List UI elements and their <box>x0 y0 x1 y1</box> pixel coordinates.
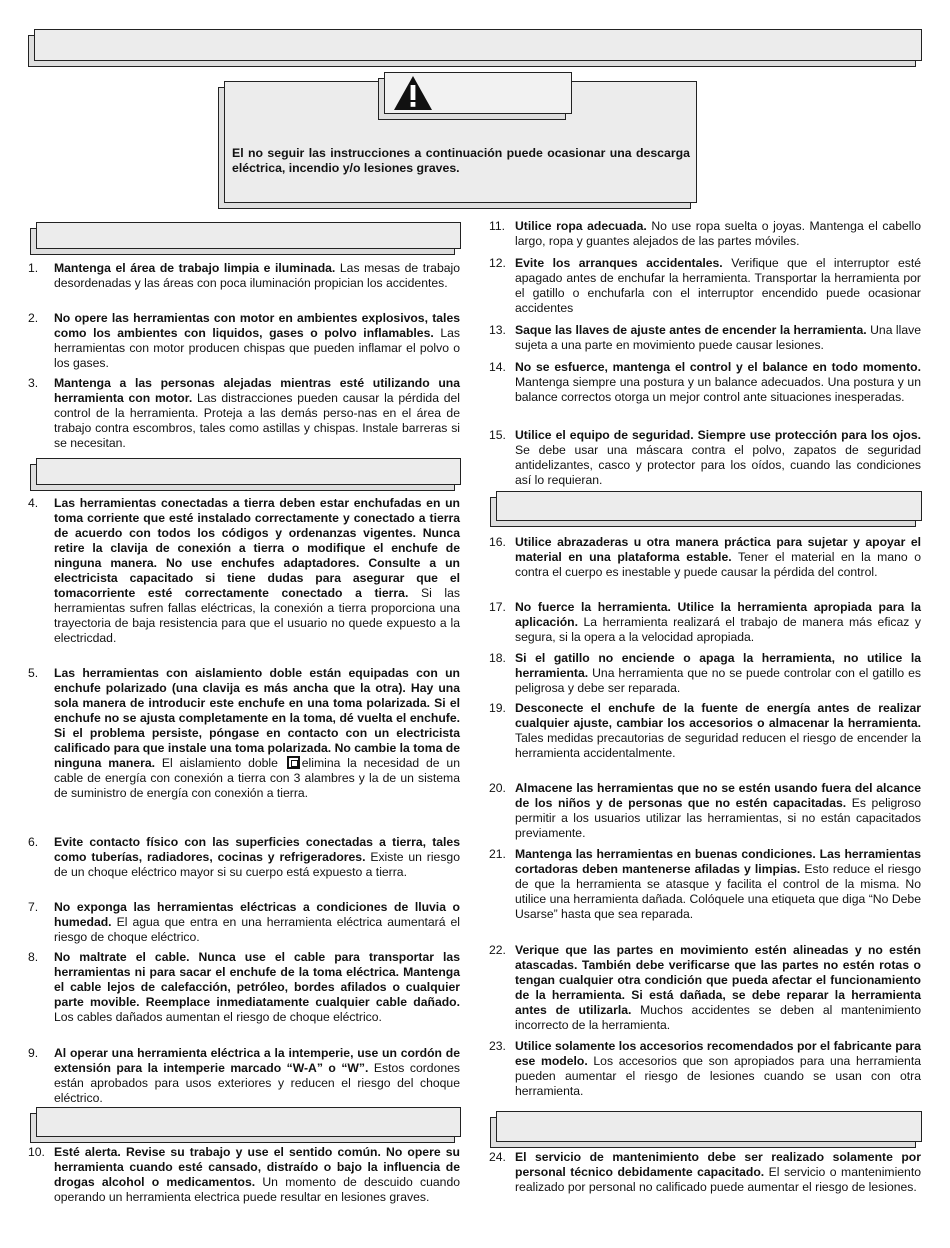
item-text: Tales medidas precautorias de seguridad reducen el riesgo de encender la herramienta accidentalmente. <box>515 731 921 760</box>
item-number: 23. <box>489 1039 506 1053</box>
warning-text: El no seguir las instrucciones a continuación puede ocasionar una descarga eléctrica, incendio y/o lesiones graves. <box>232 146 690 175</box>
section-header-tool-use <box>490 491 922 527</box>
item-number: 8. <box>28 950 39 964</box>
list-item <box>489 428 921 488</box>
item-bold-text: Utilice solamente los accesorios recomendados por el fabricante para ese modelo. <box>515 1039 921 1068</box>
list-item <box>489 219 921 249</box>
item-number: 17. <box>489 600 506 614</box>
list-item <box>28 261 460 291</box>
item-bold-text: Saque las llaves de ajuste antes de encender la herramienta. <box>515 323 867 337</box>
item-text: Estos cordones están aprobados para usos exteriores y reducen el riesgo del choque eléctrico. <box>54 1061 460 1105</box>
item-number: 12. <box>489 256 506 270</box>
item-text: El agua que entra en una herramienta eléctrica aumentará el riesgo de choque eléctrico. <box>54 915 460 944</box>
item-text: Los accesorios que son apropiados para una herramienta pueden aumentar el riesgo de lesiones cuando se usan con otra herramienta. <box>515 1054 921 1098</box>
item-text: Las mesas de trabajo desordenadas y las áreas con poca iluminación propician los accidentes. <box>54 261 460 290</box>
item-text: Se debe usar una máscara contra el polvo, zapatos de seguridad antidelizantes, casco y protector para los oídos, cuando las condiciones así lo requieran. <box>515 443 921 487</box>
item-number: 15. <box>489 428 506 442</box>
list-item <box>28 950 460 1025</box>
item-text: elimina la necesidad de un cable de energía con conexión a tierra con 3 alambres y la de un sistema de suministro de energía con conexión a tierra. <box>54 756 460 800</box>
list-item <box>28 311 460 371</box>
item-bold-text: No fuerce la herramienta. Utilice la herramienta apropiada para la aplicación. <box>515 600 921 629</box>
item-bold-text: No maltrate el cable. Nunca use el cable para transportar las herramientas ni para sacar el enchufe de la toma eléctrica. Mantenga el cable lejos de calefacción, petróleo, bordes afilados o cualquier parte movible. Reemplace inmediatamente cualquier cable dañado. <box>54 950 460 1009</box>
item-bold-text: Las herramientas con aislamiento doble están equipadas con un enchufe polarizado (una clavija es más ancha que la otra). Hay una sola manera de introducir este enchufe en una toma polarizada. Si el enchufe no se ajusta completamente en la toma, dé vuelta el enchufe. Si el problema persiste, póngase en contacto con un electricista calificado para que instale una toma polarizada. No cambie la toma de ninguna manera. <box>54 666 460 770</box>
item-text: No use ropa suelta o joyas. Mantenga el cabello largo, ropa y guantes alejados de las partes móviles. <box>515 219 921 248</box>
item-bold-text: Al operar una herramienta eléctrica a la intemperie, use un cordón de extensión para la intemperie marcado “W-A” o “W”. <box>54 1046 460 1075</box>
item-bold-text: No se esfuerce, mantenga el control y el balance en todo momento. <box>515 360 921 374</box>
item-bold-text: Almacene las herramientas que no se estén usando fuera del alcance de los niños y de personas que no estén capacitadas. <box>515 781 921 810</box>
item-bold-text: Si el gatillo no enciende o apaga la herramienta, no utilice la herramienta. <box>515 651 921 680</box>
item-number: 21. <box>489 847 506 861</box>
item-number: 20. <box>489 781 506 795</box>
list-item <box>489 651 921 696</box>
section-header-personal-safety <box>30 1107 461 1143</box>
item-number: 5. <box>28 666 39 680</box>
item-number: 6. <box>28 835 39 849</box>
list-item <box>28 666 460 801</box>
item-bold-text: Utilice abrazaderas u otra manera práctica para sujetar y apoyar el material en una plataforma estable. <box>515 535 921 564</box>
list-item <box>489 323 921 353</box>
list-item <box>489 360 921 405</box>
item-number: 10. <box>28 1145 45 1159</box>
list-item <box>489 847 921 922</box>
item-bold-text: Mantenga las herramientas en buenas condiciones. Las herramientas cortadoras deben mantenerse afiladas y limpias. <box>515 847 921 876</box>
item-bold-text: El servicio de mantenimiento debe ser realizado solamente por personal técnico debidamente capacitado. <box>515 1150 921 1179</box>
item-text: Un momento de descuido cuando operando un herramienta electrica puede resultar en lesiones graves. <box>54 1175 460 1204</box>
list-item <box>28 835 460 880</box>
item-text: Verifique que el interruptor esté apagado antes de enchufar la herramienta. Transportar la herramienta por el gatillo o enchufarla con el interruptor encendido puede ocasionar accidentes <box>515 256 921 315</box>
item-number: 18. <box>489 651 506 665</box>
item-bold-text: Verique que las partes en movimiento estén alineadas y no estén atascadas. También debe verificarse que las partes no estén rotas o tengan cualquier otra condición que pueda afectar el funcionamiento de la herramienta. Si está dañada, se debe reparar la herramienta antes de utilizarla. <box>515 943 921 1017</box>
section-header-electrical-safety <box>30 458 461 491</box>
item-number: 1. <box>28 261 39 275</box>
item-number: 24. <box>489 1150 506 1164</box>
item-bold-text: No opere las herramientas con motor en ambientes explosivos, tales como los ambientes con liquidos, gases o polvo inflamables. <box>54 311 460 340</box>
item-number: 3. <box>28 376 39 390</box>
item-bold-text: Mantenga a las personas alejadas mientras esté utilizando una herramienta con motor. <box>54 376 460 405</box>
item-text: Es peligroso permitir a los usuarios utilizar las herramientas, si no están capacitados previamente. <box>515 796 922 840</box>
item-text: Las herramientas con motor producen chispas que pueden inflamar el polvo o los gases. <box>54 326 460 370</box>
item-text: Las distracciones pueden causar la pérdida del control de la herramienta. Proteja a las demás perso-nas en el área de trabajo contra escombros, tales como astillas y chispas. Instale barreras si se necesitan. <box>54 391 461 450</box>
list-item <box>489 600 921 645</box>
item-bold-text: Esté alerta. Revise su trabajo y use el sentido común. No opere su herramienta cuando esté cansado, distraído o bajo la influencia de drogas alcohol o medicamentos. <box>54 1145 460 1189</box>
item-text: Tener el material en la mano o contra el cuerpo es inestable y puede causar la pérdida del control. <box>515 550 921 579</box>
title-bar <box>28 29 922 67</box>
item-number: 16. <box>489 535 506 549</box>
list-item <box>28 900 460 945</box>
item-text: El servicio o mantenimiento realizado por personal no calificado puede aumentar el riesgo de lesiones. <box>515 1165 921 1194</box>
item-text: Muchos accidentes se deben al mantenimiento incorrecto de la herramienta. <box>515 1003 921 1032</box>
item-text: Los cables dañados aumentan el riesgo de choque eléctrico. <box>54 1010 382 1024</box>
item-bold-text: Desconecte el enchufe de la fuente de energía antes de realizar cualquier ajuste, cambiar los accesorios o almacenar la herramienta. <box>515 701 921 730</box>
list-item <box>28 1145 460 1205</box>
item-text: Una herramienta que no se puede controlar con el gatillo es peligrosa y debe ser reparada. <box>515 666 921 695</box>
item-text: Una llave sujeta a una parte en movimiento puede causar lesiones. <box>515 323 922 352</box>
item-bold-text: Utilice ropa adecuada. <box>515 219 647 233</box>
item-number: 4. <box>28 496 39 510</box>
section-header-service <box>490 1111 922 1148</box>
item-bold-text: Evite los arranques accidentales. <box>515 256 723 270</box>
item-bold-text: Utilice el equipo de seguridad. Siempre use protección para los ojos. <box>515 428 921 442</box>
list-item <box>489 256 921 316</box>
item-bold-text: Evite contacto físico con las superficies conectadas a tierra, tales como tuberías, radiadores, cocinas y refrigeradores. <box>54 835 460 864</box>
item-text: Mantenga siempre una postura y un balance adecuados. Una postura y un balance correctos otorga un mejor control ante situaciones inesperadas. <box>515 375 921 404</box>
list-item <box>489 781 921 841</box>
list-item <box>489 943 921 1033</box>
item-bold-text: No exponga las herramientas eléctricas a condiciones de lluvia o humedad. <box>54 900 460 929</box>
item-number: 22. <box>489 943 506 957</box>
list-item <box>489 535 921 580</box>
item-text: La herramienta realizará el trabajo de manera más eficaz y segura, si la opera a la velocidad apropiada. <box>515 615 921 644</box>
item-number: 11. <box>489 219 506 233</box>
section-header-work-area <box>30 222 461 255</box>
item-text: Existe un riesgo de un choque eléctrico mayor si su cuerpo está expuesto a tierra. <box>54 850 460 879</box>
item-text: Esto reduce el riesgo de que la herramienta se atasque y facilita el control de la misma. No utilice una herramienta dañada. Colóquele una etiqueta que diga “No Debe Usarse” hasta que sea reparada. <box>515 862 921 921</box>
list-item <box>28 496 460 646</box>
item-text: Si las herramientas sufren fallas eléctricas, la conexión a tierra proporciona una trayectoria de baja resistencia para que el usuario no quede expuesto a la electricdad. <box>54 586 460 645</box>
list-item <box>28 376 460 451</box>
list-item <box>489 701 921 761</box>
item-number: 13. <box>489 323 506 337</box>
double-insulation-icon <box>287 756 300 769</box>
list-item <box>489 1150 921 1195</box>
item-number: 19. <box>489 701 506 715</box>
item-text: El aislamiento doble <box>155 756 278 770</box>
item-number: 9. <box>28 1046 39 1060</box>
item-bold-text: Mantenga el área de trabajo limpia e iluminada. <box>54 261 336 275</box>
list-item <box>489 1039 921 1099</box>
warning-triangle-icon <box>393 75 433 111</box>
item-bold-text: Las herramientas conectadas a tierra deben estar enchufadas en un toma corriente que esté instalado correctamente y conectado a tierra de acuerdo con todos los códigos y ordenanzas vigentes. Nunca retire la clavija de conexión a tierra o modifique el enchufe de ninguna manera. No use enchufes adaptadores. Consulte a un electricista capacitado si tiene dudas para asegurar que el tomacorriente esté correctamente conectado a tierra. <box>54 496 460 600</box>
list-item <box>28 1046 460 1106</box>
item-number: 2. <box>28 311 39 325</box>
item-number: 7. <box>28 900 39 914</box>
item-number: 14. <box>489 360 506 374</box>
